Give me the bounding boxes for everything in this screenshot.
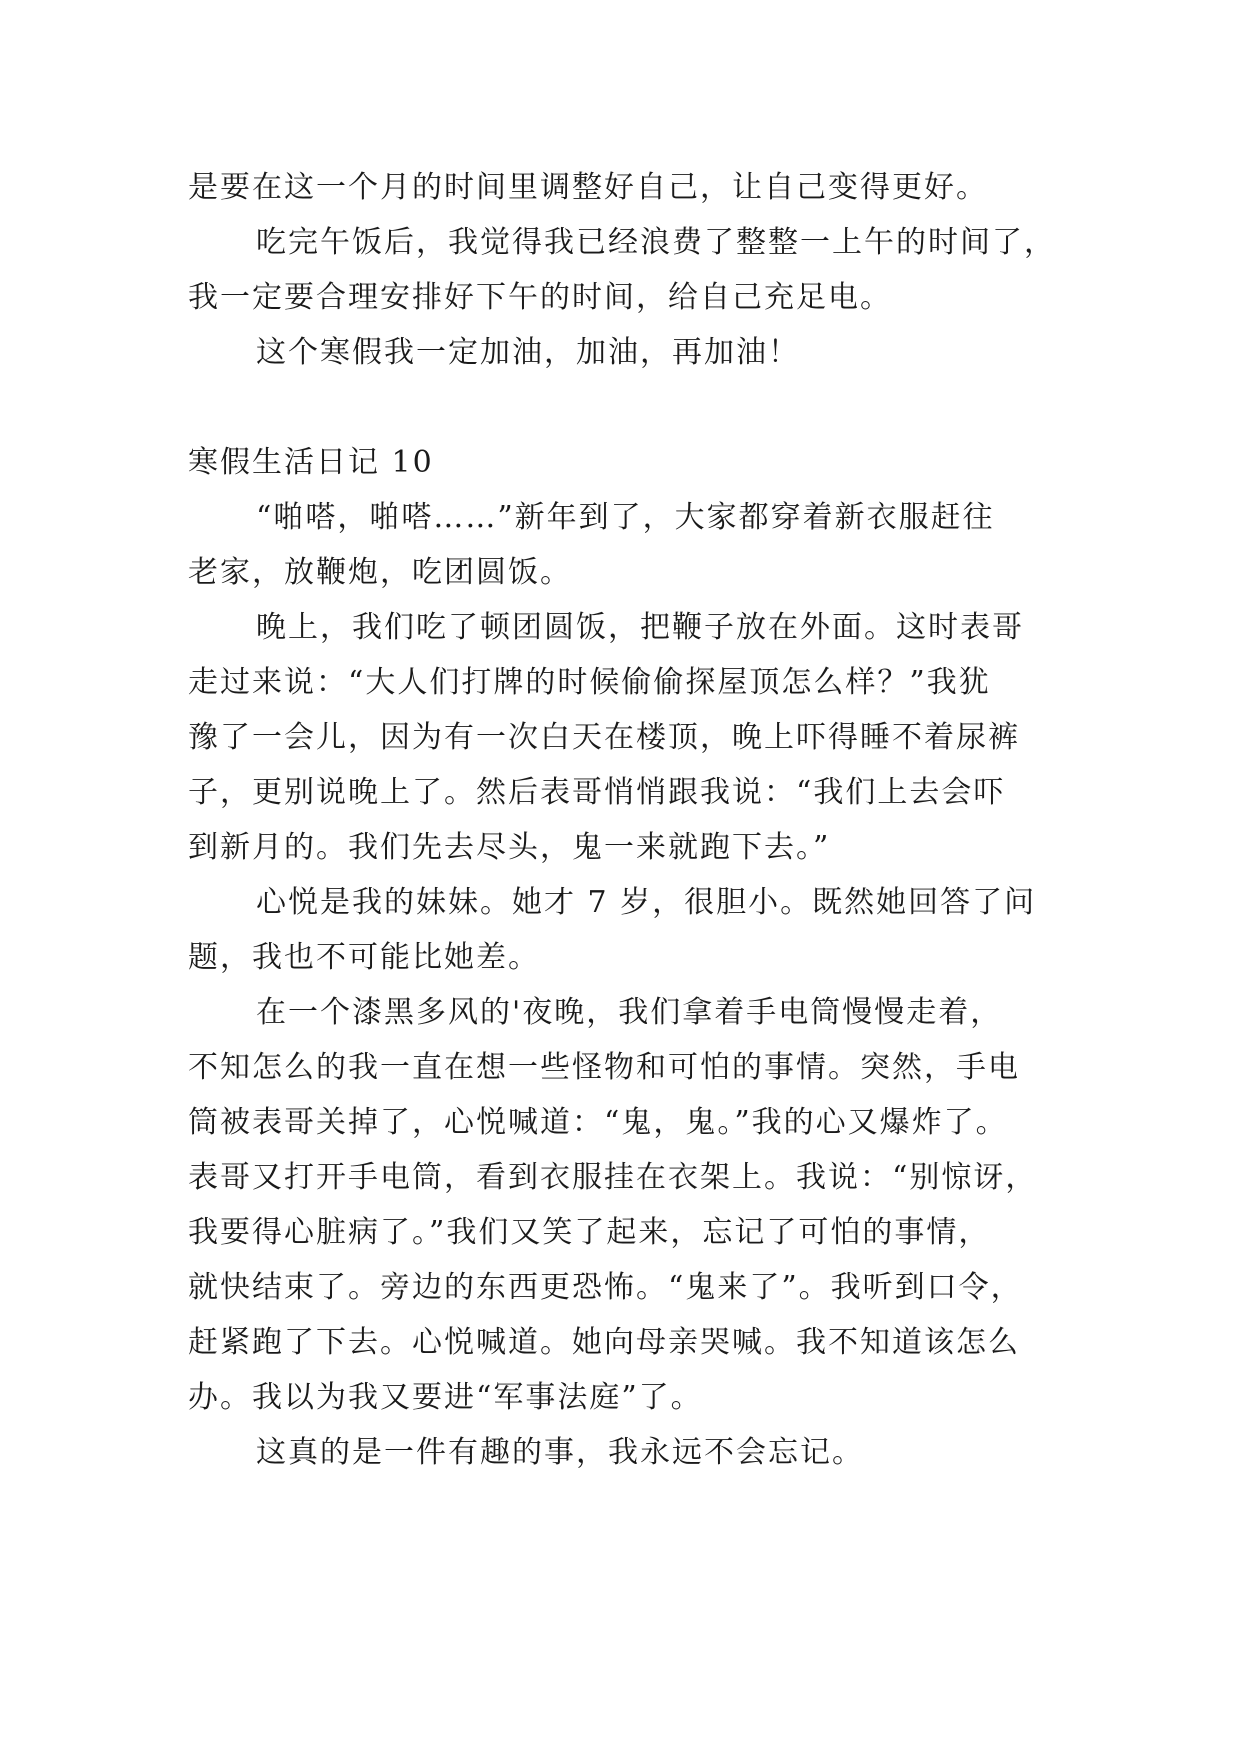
paragraph-start: 这个寒假我一定加油，加油，再加油！ bbox=[256, 335, 800, 370]
text-line: 就快结束了。旁边的东西更恐怖。“鬼来了”。我听到口令， bbox=[188, 1270, 1023, 1305]
text-line: 筒被表哥关掉了，心悦喊道：“鬼，鬼。”我的心又爆炸了。 bbox=[188, 1105, 1008, 1140]
paragraph-start: 心悦是我的妹妹。她才 7 岁，很胆小。既然她回答了问 bbox=[256, 885, 1037, 920]
paragraph-start: 在一个漆黑多风的'夜晚，我们拿着手电筒慢慢走着， bbox=[256, 995, 1003, 1030]
text-line: 豫了一会儿，因为有一次白天在楼顶，晚上吓得睡不着尿裤 bbox=[188, 720, 1020, 755]
text-line: 题，我也不可能比她差。 bbox=[188, 940, 540, 975]
text-line: 是要在这一个月的时间里调整好自己，让自己变得更好。 bbox=[188, 170, 988, 205]
text-line: 表哥又打开手电筒，看到衣服挂在衣架上。我说：“别惊讶， bbox=[188, 1160, 1038, 1195]
paragraph-start: 吃完午饭后，我觉得我已经浪费了整整一上午的时间了， bbox=[256, 225, 1056, 260]
paragraph-start: “啪嗒，啪嗒……”新年到了，大家都穿着新衣服赶往 bbox=[256, 500, 995, 535]
section-heading: 寒假生活日记 10 bbox=[188, 445, 434, 480]
text-line: 走过来说：“大人们打牌的时候偷偷探屋顶怎么样？”我犹 bbox=[188, 665, 991, 700]
text-line: 不知怎么的我一直在想一些怪物和可怕的事情。突然，手电 bbox=[188, 1050, 1020, 1085]
text-line: 到新月的。我们先去尽头，鬼一来就跑下去。” bbox=[188, 830, 831, 865]
paragraph-start: 这真的是一件有趣的事，我永远不会忘记。 bbox=[256, 1435, 864, 1470]
text-line: 子，更别说晚上了。然后表哥悄悄跟我说：“我们上去会吓 bbox=[188, 775, 1006, 810]
text-line: 老家，放鞭炮，吃团圆饭。 bbox=[188, 555, 572, 590]
text-line: 办。我以为我又要进“军事法庭”了。 bbox=[188, 1380, 703, 1415]
text-line: 我要得心脏病了。”我们又笑了起来，忘记了可怕的事情， bbox=[188, 1215, 991, 1250]
text-line: 赶紧跑了下去。心悦喊道。她向母亲哭喊。我不知道该怎么 bbox=[188, 1325, 1020, 1360]
paragraph-start: 晚上，我们吃了顿团圆饭，把鞭子放在外面。这时表哥 bbox=[256, 610, 1024, 645]
text-line: 我一定要合理安排好下午的时间，给自己充足电。 bbox=[188, 280, 892, 315]
